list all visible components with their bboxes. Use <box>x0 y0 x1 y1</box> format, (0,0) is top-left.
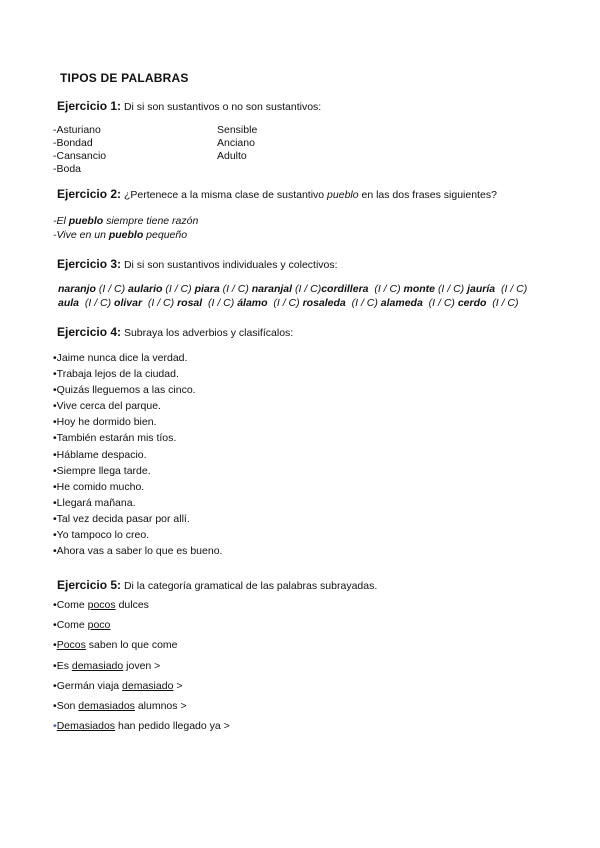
list-item <box>53 676 230 696</box>
choice-mark: (I / C) <box>492 297 519 309</box>
exercise-3-instruction: Di si son sustantivos individuales y colectivos: <box>121 259 338 271</box>
choice-mark: (I / C) <box>273 297 300 309</box>
exercise-2-sentences <box>53 214 198 242</box>
list-item: •También estarán mis tíos. <box>53 432 177 445</box>
bullet: • <box>53 700 57 713</box>
underlined-word: pocos <box>87 599 116 611</box>
exercise-5-list <box>53 595 230 736</box>
word-item: Sensible <box>217 124 258 136</box>
noun-word: naranjal <box>251 283 293 295</box>
list-item: •Tal vez decida pasar por allí. <box>53 512 190 525</box>
list-item <box>53 615 230 635</box>
word-item: -Boda <box>53 163 82 175</box>
choice-mark: (I / C) <box>222 283 249 295</box>
choice-mark: (I / C) <box>294 283 322 295</box>
exercise-1-heading <box>57 99 321 114</box>
underlined-word: poco <box>87 619 111 632</box>
exercise-2-instruction-italic: pueblo <box>327 189 359 201</box>
item-text: Son <box>56 700 79 713</box>
exercise-4-label: Ejercicio 4: <box>57 325 122 339</box>
noun-word: aulario <box>128 283 163 295</box>
noun-word: jauría <box>467 283 496 295</box>
exercise-3-row-2 <box>58 296 519 310</box>
item-text: saben lo que come <box>85 639 178 652</box>
noun-word: monte <box>403 283 436 295</box>
list-item: •Ahora vas a saber lo que es bueno. <box>53 545 223 558</box>
exercise-5-label: Ejercicio 5: <box>57 578 122 592</box>
noun-word: rosaleda <box>302 297 346 309</box>
choice-mark: (I / C) <box>147 297 175 309</box>
sentence-item <box>53 214 198 228</box>
exercise-1-column-2 <box>217 124 257 163</box>
choice-mark: (I / C) <box>84 297 112 309</box>
exercise-2-instruction-part: ¿Pertenece a la misma clase de sustantivo <box>121 189 328 201</box>
document-title: TIPOS DE PALABRAS <box>60 71 189 85</box>
item-text: Come <box>56 619 88 632</box>
bullet: • <box>53 619 57 632</box>
choice-mark: (I / C) <box>165 283 192 295</box>
underlined-word: demasiado <box>122 679 174 692</box>
choice-mark: (I / C) <box>374 283 401 295</box>
word-item: -Asturiano <box>53 124 101 136</box>
choice-mark: (I / C) <box>437 283 465 295</box>
underlined-word: Pocos <box>56 639 86 652</box>
item-text: > <box>173 679 183 692</box>
choice-mark: (I / C) <box>98 283 126 295</box>
exercise-1-column-1 <box>53 124 106 176</box>
sentence-keyword: pueblo <box>68 215 104 227</box>
list-item: •Jaime nunca dice la verdad. <box>53 352 188 364</box>
item-text: joven > <box>123 659 161 672</box>
noun-word: álamo <box>237 297 268 309</box>
list-item <box>53 716 230 736</box>
exercise-2-heading <box>57 187 497 202</box>
list-item <box>53 635 230 655</box>
item-text: Come <box>56 599 88 611</box>
exercise-3-heading <box>57 257 338 272</box>
noun-word: aula <box>58 297 80 309</box>
bullet: • <box>53 639 57 652</box>
choice-mark: (I / C) <box>428 297 455 309</box>
exercise-2-instruction-part: en las dos frases siguientes? <box>358 189 497 201</box>
list-item: •Vive cerca del parque. <box>53 400 161 413</box>
list-item: •He comido mucho. <box>53 480 145 493</box>
list-item: •Quizás lleguemos a las cinco. <box>53 384 196 397</box>
exercise-5-instruction: Di la categoría gramatical de las palabras subrayadas. <box>121 580 378 592</box>
bullet: • <box>53 599 57 611</box>
bullet: • <box>53 720 57 733</box>
underlined-word: demasiados <box>78 700 135 713</box>
list-item: •Yo tampoco lo creo. <box>53 529 150 542</box>
noun-word: alameda <box>380 297 423 309</box>
word-item: Adulto <box>217 150 247 162</box>
choice-mark: (I / C) <box>208 297 235 309</box>
list-item <box>53 656 230 676</box>
choice-mark: (I / C) <box>351 297 378 309</box>
exercise-5-heading <box>57 578 377 593</box>
exercise-4-heading <box>57 325 293 340</box>
item-text: Germán viaja <box>56 679 123 692</box>
sentence-text: siempre tiene razón <box>103 215 199 227</box>
bullet: • <box>53 679 57 692</box>
choice-mark: (I / C) <box>500 283 528 295</box>
noun-word: naranjo <box>58 283 96 295</box>
list-item <box>53 696 230 716</box>
noun-word: cordillera <box>321 283 369 295</box>
exercise-1-label: Ejercicio 1: <box>57 99 122 113</box>
sentence-text: -Vive en un <box>53 229 109 241</box>
noun-word: olivar <box>114 297 143 309</box>
list-item <box>53 595 230 615</box>
noun-word: cerdo <box>457 297 487 309</box>
underlined-word: Demasiados <box>56 720 116 733</box>
item-text: alumnos > <box>134 700 187 713</box>
exercise-2-label: Ejercicio 2: <box>57 187 122 201</box>
word-item: -Bondad <box>53 137 93 149</box>
sentence-text: -El <box>53 215 69 227</box>
noun-word: piara <box>194 283 220 295</box>
underlined-word: demasiado <box>71 659 124 672</box>
exercise-3-label: Ejercicio 3: <box>57 257 122 271</box>
item-text: han pedido llegado ya > <box>115 720 230 733</box>
list-item: •Hoy he dormido bien. <box>53 416 157 429</box>
list-item: •Háblame despacio. <box>53 448 147 461</box>
sentence-keyword: pueblo <box>108 229 144 241</box>
item-text: dulces <box>115 599 149 611</box>
word-item: Anciano <box>217 137 255 149</box>
list-item: •Siempre llega tarde. <box>53 464 151 477</box>
list-item: •Llegará mañana. <box>53 496 136 509</box>
word-item: -Cansancio <box>53 150 107 162</box>
exercise-1-instruction: Di si son sustantivos o no son sustantivos: <box>121 101 322 113</box>
noun-word: rosal <box>177 297 203 309</box>
bullet: • <box>53 659 57 672</box>
exercise-4-instruction: Subraya los adverbios y clasifícalos: <box>121 327 294 339</box>
sentence-item <box>53 228 198 242</box>
exercise-4-list <box>53 350 222 559</box>
exercise-3-row-1 <box>58 282 527 296</box>
list-item: •Trabaja lejos de la ciudad. <box>53 368 179 381</box>
sentence-text: pequeño <box>143 229 188 241</box>
item-text: Es <box>56 659 72 672</box>
